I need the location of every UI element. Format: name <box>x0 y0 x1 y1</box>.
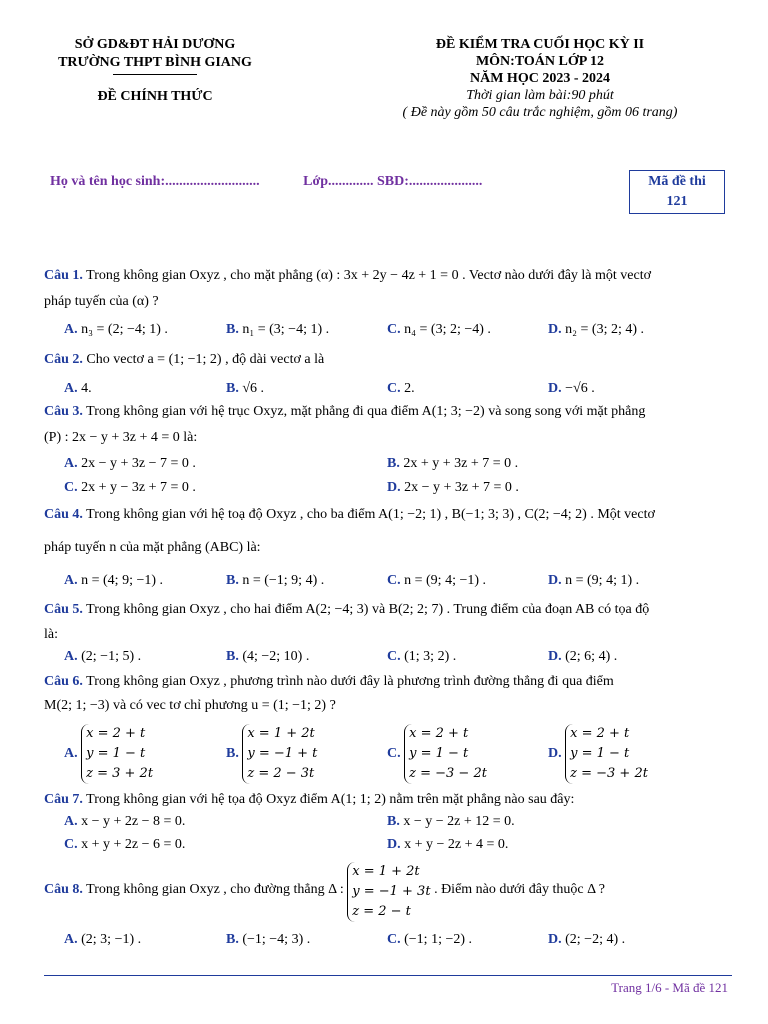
option-b[interactable] <box>387 456 518 472</box>
option-text: x + y + 2z − 6 = 0. <box>81 837 186 852</box>
equation-y: y = −1 + t <box>247 746 318 761</box>
option-c[interactable] <box>387 322 491 338</box>
exam-time: Thời gian làm bài:90 phút <box>466 88 614 103</box>
option-b[interactable] <box>226 932 310 948</box>
option-text: (4; −2; 10) . <box>242 649 310 664</box>
option-b[interactable] <box>226 322 329 338</box>
exam-title: ĐỀ KIỂM TRA CUỐI HỌC KỲ II <box>435 37 645 52</box>
option-b[interactable] <box>387 814 515 830</box>
option-a[interactable] <box>64 932 141 948</box>
option-letter: A. <box>64 649 78 664</box>
option-text: 2x − y + 3z + 7 = 0 . <box>404 480 519 495</box>
option-letter: B. <box>226 932 239 947</box>
option-text: 2x − y + 3z − 7 = 0 . <box>81 456 196 471</box>
question-7 <box>44 792 574 808</box>
option-text: x − y + 2z − 8 = 0. <box>81 814 186 829</box>
option-text: (−1; −4; 3) . <box>242 932 311 947</box>
option-d[interactable] <box>387 837 508 853</box>
option-letter: A. <box>64 932 78 947</box>
school-year: NĂM HỌC 2023 - 2024 <box>470 71 610 86</box>
question-6-cont: M(2; 1; −3) và có vec tơ chỉ phương u = (1; −1; 2) ? <box>44 698 336 713</box>
equation-x: x = 1 + 2t <box>352 864 420 879</box>
equation-x: x = 2 + t <box>86 726 146 741</box>
option-letter: A. <box>64 814 78 829</box>
option-text: n = (4; 9; −1) . <box>81 573 164 588</box>
equation-x: x = 1 + 2t <box>247 726 315 741</box>
student-name-field: Họ và tên học sinh:........................... <box>50 174 260 189</box>
option-text: n = (−1; 9; 4) . <box>242 573 325 588</box>
option-letter: C. <box>64 837 78 852</box>
option-letter: D. <box>548 322 562 337</box>
question-3 <box>44 404 645 420</box>
class-sbd-field: Lớp............. SBD:..................... <box>303 174 483 189</box>
option-text: n = (9; 4; −1) . <box>404 573 487 588</box>
equation-x: x = 2 + t <box>409 726 469 741</box>
option-letter: B. <box>226 381 239 396</box>
option-letter: D. <box>548 381 562 396</box>
option-text: 2x + y − 3z + 7 = 0 . <box>81 480 196 495</box>
option-text: (2; 6; 4) . <box>565 649 618 664</box>
option-text: (2; −2; 4) . <box>565 932 626 947</box>
equation-y: y = −1 + 3t <box>352 884 431 899</box>
option-letter: C. <box>387 322 401 337</box>
option-text: (2; 3; −1) . <box>81 932 142 947</box>
option-letter: C. <box>387 381 401 396</box>
option-letter: D. <box>548 649 562 664</box>
option-a[interactable] <box>64 381 92 397</box>
option-c[interactable] <box>387 381 415 397</box>
option-c[interactable] <box>387 649 456 665</box>
question-label: Câu 8. <box>44 882 83 898</box>
option-letter: B. <box>387 456 400 471</box>
option-letter: C. <box>387 932 401 947</box>
option-b[interactable] <box>226 724 317 784</box>
equation-z: z = −3 + 2t <box>570 766 648 781</box>
option-d[interactable] <box>548 724 648 784</box>
equation-y: y = 1 − t <box>570 746 630 761</box>
option-b[interactable] <box>226 649 309 665</box>
option-text: √6 . <box>242 381 265 396</box>
option-a[interactable] <box>64 649 141 665</box>
option-text: n₄ = (3; 2; −4) . <box>404 322 491 337</box>
question-text: Trong không gian với hệ trục Oxyz, mặt phẳng đi qua điểm A(1; 3; −2) và song song với mặt phẳng <box>86 404 646 419</box>
option-letter: B. <box>226 649 239 664</box>
option-letter: C. <box>64 480 78 495</box>
header-left <box>40 36 270 106</box>
header-right <box>330 36 750 121</box>
option-text: 2x + y + 3z + 7 = 0 . <box>403 456 519 471</box>
question-2 <box>44 352 324 368</box>
option-d[interactable] <box>548 649 617 665</box>
option-d[interactable] <box>548 381 595 397</box>
option-c[interactable] <box>64 480 196 496</box>
option-a[interactable] <box>64 573 163 589</box>
option-d[interactable] <box>387 480 519 496</box>
option-text: (1; 3; 2) . <box>404 649 457 664</box>
subject-title: MÔN:TOÁN LỚP 12 <box>475 54 605 69</box>
option-letter: D. <box>548 573 562 588</box>
option-text: x + y − 2z + 4 = 0. <box>404 837 509 852</box>
system-of-equations <box>565 724 648 784</box>
option-c[interactable] <box>387 573 486 589</box>
header-divider <box>113 74 197 75</box>
exam-code-label: Mã đề thi <box>648 174 706 189</box>
option-letter: C. <box>387 573 401 588</box>
option-c[interactable] <box>64 837 185 853</box>
option-letter: B. <box>226 746 239 762</box>
student-info <box>50 174 482 190</box>
system-of-equations <box>404 724 487 784</box>
equation-z: z = 2 − 3t <box>247 766 315 781</box>
question-text: Trong không gian Oxyz , cho mặt phẳng (α) : 3x + 2y − 4z + 1 = 0 . Vectơ nào dưới đây là một vectơ <box>86 268 652 283</box>
system-of-equations <box>81 724 153 784</box>
option-text: x − y − 2z + 12 = 0. <box>403 814 515 829</box>
question-text: Trong không gian với hệ toạ độ Oxyz , cho ba điểm A(1; −2; 1) , B(−1; 3; 3) , C(2; −4; 2) . Một vectơ <box>86 507 655 522</box>
system-of-equations <box>242 724 317 784</box>
question-5-cont: là: <box>44 627 58 642</box>
option-a[interactable] <box>64 724 153 784</box>
option-b[interactable] <box>226 573 324 589</box>
equation-x: x = 2 + t <box>570 726 630 741</box>
equation-z: z = 3 + 2t <box>86 766 154 781</box>
question-text-end: . Điểm nào dưới đây thuộc Δ ? <box>434 882 606 898</box>
exam-note: ( Đề này gồm 50 câu trắc nghiệm, gồm 06 trang) <box>402 105 678 120</box>
option-a[interactable] <box>64 456 196 472</box>
option-b[interactable] <box>226 381 264 397</box>
option-letter: D. <box>548 746 562 762</box>
option-c[interactable] <box>387 932 472 948</box>
question-6 <box>44 674 614 690</box>
question-label: Câu 6. <box>44 674 83 689</box>
option-letter: C. <box>387 746 401 762</box>
option-d[interactable] <box>548 932 625 948</box>
question-text: Trong không gian với hệ tọa độ Oxyz điểm A(1; 1; 2) nằm trên mặt phẳng nào sau đây: <box>86 792 575 807</box>
option-d[interactable] <box>548 322 644 338</box>
option-text: n₃ = (2; −4; 1) . <box>81 322 168 337</box>
question-1 <box>44 268 651 284</box>
equation-z: z = 2 − t <box>352 904 411 919</box>
question-label: Câu 3. <box>44 404 83 419</box>
question-text: Cho vectơ a = (1; −1; 2) , độ dài vectơ a là <box>86 352 325 367</box>
option-c[interactable] <box>387 724 487 784</box>
option-letter: B. <box>226 573 239 588</box>
option-text: 4. <box>81 381 92 396</box>
option-letter: A. <box>64 381 78 396</box>
option-text: n₁ = (3; −4; 1) . <box>242 322 330 337</box>
option-letter: A. <box>64 573 78 588</box>
exam-code-value: 121 <box>666 194 688 209</box>
question-label: Câu 2. <box>44 352 83 367</box>
page-footer: Trang 1/6 - Mã đề 121 <box>611 980 728 995</box>
option-text: n = (9; 4; 1) . <box>565 573 640 588</box>
option-letter: C. <box>387 649 401 664</box>
equation-y: y = 1 − t <box>86 746 146 761</box>
question-label: Câu 5. <box>44 602 83 617</box>
question-1-cont: pháp tuyến của (α) ? <box>44 294 159 309</box>
question-5 <box>44 602 649 618</box>
question-3-cont: (P) : 2x − y + 3z + 4 = 0 là: <box>44 430 198 445</box>
option-letter: D. <box>548 932 562 947</box>
option-d[interactable] <box>548 573 639 589</box>
equation-y: y = 1 − t <box>409 746 469 761</box>
footer-divider <box>44 975 732 976</box>
question-label: Câu 4. <box>44 507 83 522</box>
option-letter: A. <box>64 746 78 762</box>
question-8 <box>44 862 605 922</box>
question-text: Trong không gian Oxyz , phương trình nào dưới đây là phương trình đường thẳng đi qua điểm <box>86 674 614 689</box>
question-text: Trong không gian Oxyz , cho hai điểm A(2; −4; 3) và B(2; 2; 7) . Trung điểm của đoạn AB có tọa độ <box>86 602 650 617</box>
option-text: n₂ = (3; 2; 4) . <box>565 322 645 337</box>
department-name: SỞ GD&ĐT HẢI DƯƠNG <box>74 37 236 52</box>
official-label: ĐỀ CHÍNH THỨC <box>97 89 213 104</box>
option-text: (−1; 1; −2) . <box>404 932 473 947</box>
option-letter: B. <box>387 814 400 829</box>
question-label: Câu 1. <box>44 268 83 283</box>
question-label: Câu 7. <box>44 792 83 807</box>
option-text: −√6 . <box>565 381 595 396</box>
option-text: 2. <box>404 381 415 396</box>
option-letter: D. <box>387 480 401 495</box>
question-4 <box>44 507 655 523</box>
question-4-cont: pháp tuyến n của mặt phẳng (ABC) là: <box>44 540 261 555</box>
question-text: Trong không gian Oxyz , cho đường thẳng Δ : <box>86 882 344 898</box>
option-letter: A. <box>64 322 78 337</box>
school-name: TRƯỜNG THPT BÌNH GIANG <box>58 55 252 70</box>
equation-z: z = −3 − 2t <box>409 766 487 781</box>
option-a[interactable] <box>64 814 185 830</box>
option-text: (2; −1; 5) . <box>81 649 142 664</box>
exam-code-box <box>629 170 725 214</box>
option-letter: B. <box>226 322 239 337</box>
option-letter: D. <box>387 837 401 852</box>
line-equations <box>347 862 430 922</box>
option-a[interactable] <box>64 322 168 338</box>
option-letter: A. <box>64 456 78 471</box>
